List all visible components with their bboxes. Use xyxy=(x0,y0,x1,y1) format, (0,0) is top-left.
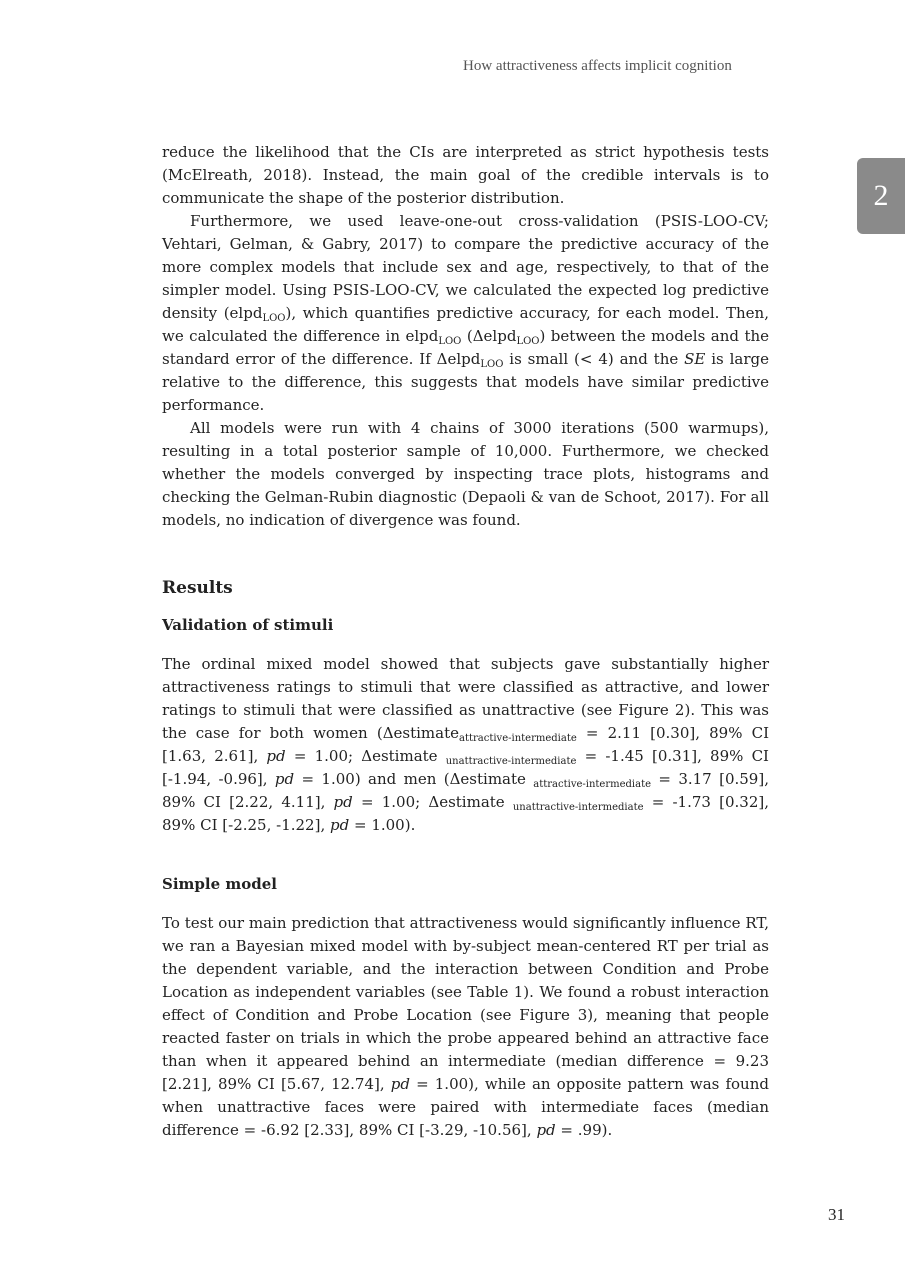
page-number: 31 xyxy=(828,1205,845,1224)
paragraph-simple-model-results: To test our main prediction that attractiveness would significantly influence RT, we ran a Bayesian mixed model with by-subject mean-centered RT per trial as the dependent variable, and the interaction between Condition and Probe Location as independent variables (see Table 1). We found a robust interaction effect of Condition and Probe Location (see Figure 3), meaning that people reacted faster on trials in which the probe appeared behind an attractive face than when it appeared behind an intermediate (median difference = 9.23 [2.21], 89% CI [5.67, 12.74], pd = 1.00), while an opposite pattern was found when unattractive faces were paired with intermediate faces (median difference = -6.92 [2.33], 89% CI [-3.29, -10.56], pd = .99). xyxy=(162,914,769,1139)
section-heading-results: Results xyxy=(162,578,233,598)
paragraph-loo-cv: Furthermore, we used leave-one-out cross-validation (PSIS-LOO-CV; Vehtari, Gelman, & Gabry, 2017) to compare the predictive accuracy of the more complex models that include sex and age, respectively, to that of the simpler model. Using PSIS-LOO-CV, we calculated the expected log predictive density (elpd$_{LOO}$), which quantifies predictive accuracy, for each model. Then, we calculated the difference in elpd$_{LOO}$ (Δelpd$_{LOO}$) between the models and the standard error of the difference. If Δelpd$_{LOO}$ is small (< 4) and the SE is large relative to the difference, this suggests that models have similar predictive performance. xyxy=(162,212,770,414)
page-content xyxy=(162,141,769,1142)
paragraph-validation-results: The ordinal mixed model showed that subjects gave substantially higher attractiveness ratings to stimuli that were classified as attractive, and lower ratings to stimuli that were classified as unattractive (see Figure 2). This was the case for both women (Δestimate$_{attractive-intermediate}$ = 2.11 [0.30], 89% CI [1.63, 2.61], pd = 1.00; Δestimate $_{unattractive-intermediate}$ = -1.45 [0.31], 89% CI [-1.94, -0.96], pd = 1.00) and men (Δestimate $_{attractive-intermediate}$ = 3.17 [0.59], 89% CI [2.22, 4.11], pd = 1.00; Δestimate $_{unattractive-intermediate}$ = -1.73 [0.32], 89% CI [-2.25, -1.22], pd = 1.00). xyxy=(162,655,769,834)
subsection-heading-simple-model: Simple model xyxy=(162,875,277,893)
chapter-tab: 2 xyxy=(857,158,905,234)
paragraph-model-convergence: All models were run with 4 chains of 3000 iterations (500 warmups), resulting in a total posterior sample of 10,000. Furthermore, we checked whether the models converged by inspecting trace plots, histograms and checking the Gelman-Rubin diagnostic (Depaoli & van de Schoot, 2017). For all models, no indication of divergence was found. xyxy=(162,419,769,529)
running-header: How attractiveness affects implicit cognition xyxy=(463,58,732,74)
subsection-heading-validation: Validation of stimuli xyxy=(162,616,334,634)
paragraph-ci-interpretation: reduce the likelihood that the CIs are interpreted as strict hypothesis tests (McElreath, 2018). Instead, the main goal of the credible intervals is to communicate the shape of the posterior distribution. xyxy=(162,143,769,207)
